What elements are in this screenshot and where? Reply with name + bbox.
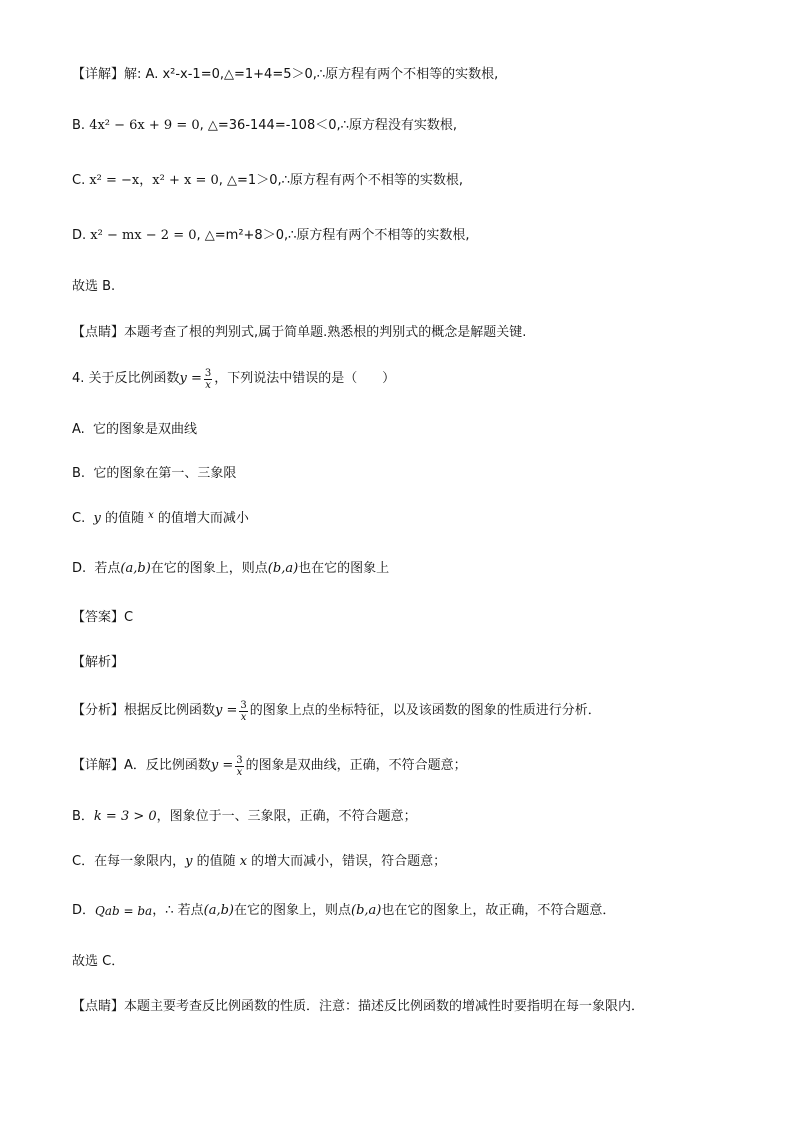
option-prefix: B. [72, 118, 90, 133]
equation: x² + x = 0 [152, 173, 219, 188]
point-ab: (a,b) [120, 561, 151, 576]
equation: x² − mx − 2 = 0 [90, 228, 197, 243]
fraction-numerator: 3 [204, 367, 212, 379]
variable-x: x [148, 510, 154, 521]
option-c-mid: 的值随 [100, 511, 149, 526]
detail-d [72, 903, 615, 919]
function-lhs: y = [210, 758, 234, 773]
analysis-after: 的图象上点的坐标特征，以及该函数的图象的性质进行分析． [249, 703, 601, 718]
point-ba: (b,a) [351, 903, 382, 918]
fraction-denominator: x [240, 711, 247, 723]
final-choice-text: 故选 C． [72, 954, 125, 969]
detail-a-after: 的图象是双曲线，正确，不符合题意； [245, 758, 467, 773]
equation: 4x² − 6x + 9 = 0 [89, 118, 200, 133]
answer-tag: 【答案】 [72, 610, 125, 625]
conclusion-text: 故选 B. [72, 279, 116, 294]
detail-d-mid: 在它的图象上，则点 [233, 903, 351, 918]
option-d-mid: 在它的图象上，则点 [150, 561, 268, 576]
option-prefix: C. [72, 173, 90, 188]
fraction [204, 368, 212, 391]
analysis-heading [72, 655, 124, 671]
point-ba: (b,a) [267, 561, 299, 576]
key-point-text: 本题考查了根的判别式,属于简单题.熟悉根的判别式的概念是解题关键. [124, 325, 527, 340]
analysis-tag: 【解析】 [72, 655, 125, 670]
detail-text: , △=1＞0,∴原方程有两个不相等的实数根, [218, 173, 463, 188]
detail-tag: 【详解】 [72, 758, 125, 773]
variable-y: y [93, 511, 101, 526]
fraction [239, 700, 247, 723]
fraction-denominator: x [236, 766, 243, 778]
option-d [72, 561, 389, 577]
detail-line-b [72, 118, 457, 134]
fraction-denominator: x [205, 379, 211, 391]
analysis-before: 根据反比例函数 [124, 703, 216, 718]
detail-text: , △=36-144=-108＜0,∴原方程没有实数根, [199, 118, 458, 133]
equation: Qab = ba [95, 904, 153, 918]
question-4-stem [72, 365, 395, 393]
option-c-prefix: C. [72, 511, 94, 526]
option-a [72, 422, 197, 438]
option-d-prefix: D. 若点 [72, 561, 121, 576]
key-point-tag: 【点睛】 [72, 325, 125, 340]
option-c [72, 511, 249, 527]
detail-text: 解: A. x²-x-1=0,△=1+4=5＞0,∴原方程有两个不相等的实数根, [124, 67, 499, 82]
equation: x² = −x [89, 173, 140, 188]
detail-a-before: A．反比例函数 [124, 758, 211, 773]
choice-conclusion [72, 279, 115, 295]
option-c-end: 的值增大而减小 [153, 511, 249, 526]
detail-line-a [72, 67, 498, 83]
detail-tag: 【详解】 [72, 67, 125, 82]
answer-line [72, 610, 133, 626]
point-ab: (a,b) [203, 903, 234, 918]
option-b [72, 466, 236, 482]
detail-d-sep: ，∴ 若点 [152, 903, 204, 918]
detail-line-d [72, 228, 470, 244]
detail-b-after: ，图象位于一、三象限，正确，不符合题意； [156, 809, 417, 824]
option-b-text: B. 它的图象在第一、三象限 [72, 466, 237, 481]
option-a-text: A. 它的图象是双曲线 [72, 422, 198, 437]
fraction-numerator: 3 [236, 754, 243, 766]
fraction-numerator: 3 [240, 699, 247, 711]
detail-c-after: 的增大而减小，错误，符合题意； [247, 854, 447, 869]
key-point-text: 本题主要考查反比例函数的性质．注意：描述反比例函数的增减性时要指明在每一象限内． [124, 999, 645, 1014]
stem-before: 4. 关于反比例函数 [72, 371, 180, 386]
option-d-end: 也在它的图象上 [298, 561, 390, 576]
answer-value: C [124, 610, 134, 625]
detail-line-c [72, 173, 463, 189]
function-lhs: y = [179, 371, 202, 386]
separator: ， [139, 173, 153, 188]
variable-x: x [239, 854, 248, 869]
equation: k = 3 > 0 [93, 809, 157, 824]
detail-a [72, 752, 467, 780]
detail-d-after: 也在它的图象上，故正确，不符合题意． [381, 903, 616, 918]
detail-b [72, 809, 417, 825]
final-choice [72, 954, 124, 970]
key-point-tag: 【点睛】 [72, 999, 125, 1014]
detail-text: , △=m²+8＞0,∴原方程有两个不相等的实数根, [196, 228, 470, 243]
detail-c-mid: 的值随 [192, 854, 240, 869]
variable-y: y [185, 854, 193, 869]
fraction [235, 755, 243, 778]
analysis-sub-tag: 【分析】 [72, 703, 125, 718]
key-point-1 [72, 325, 526, 341]
detail-c-before: C．在每一象限内， [72, 854, 186, 869]
analysis-line [72, 697, 601, 725]
key-point-2 [72, 999, 644, 1015]
option-prefix: D. [72, 228, 91, 243]
detail-b-prefix: B． [72, 809, 94, 824]
stem-after: ，下列说法中错误的是（ ） [214, 371, 396, 386]
detail-d-prefix: D． [72, 903, 96, 918]
function-lhs: y = [215, 703, 238, 718]
detail-c [72, 854, 446, 870]
